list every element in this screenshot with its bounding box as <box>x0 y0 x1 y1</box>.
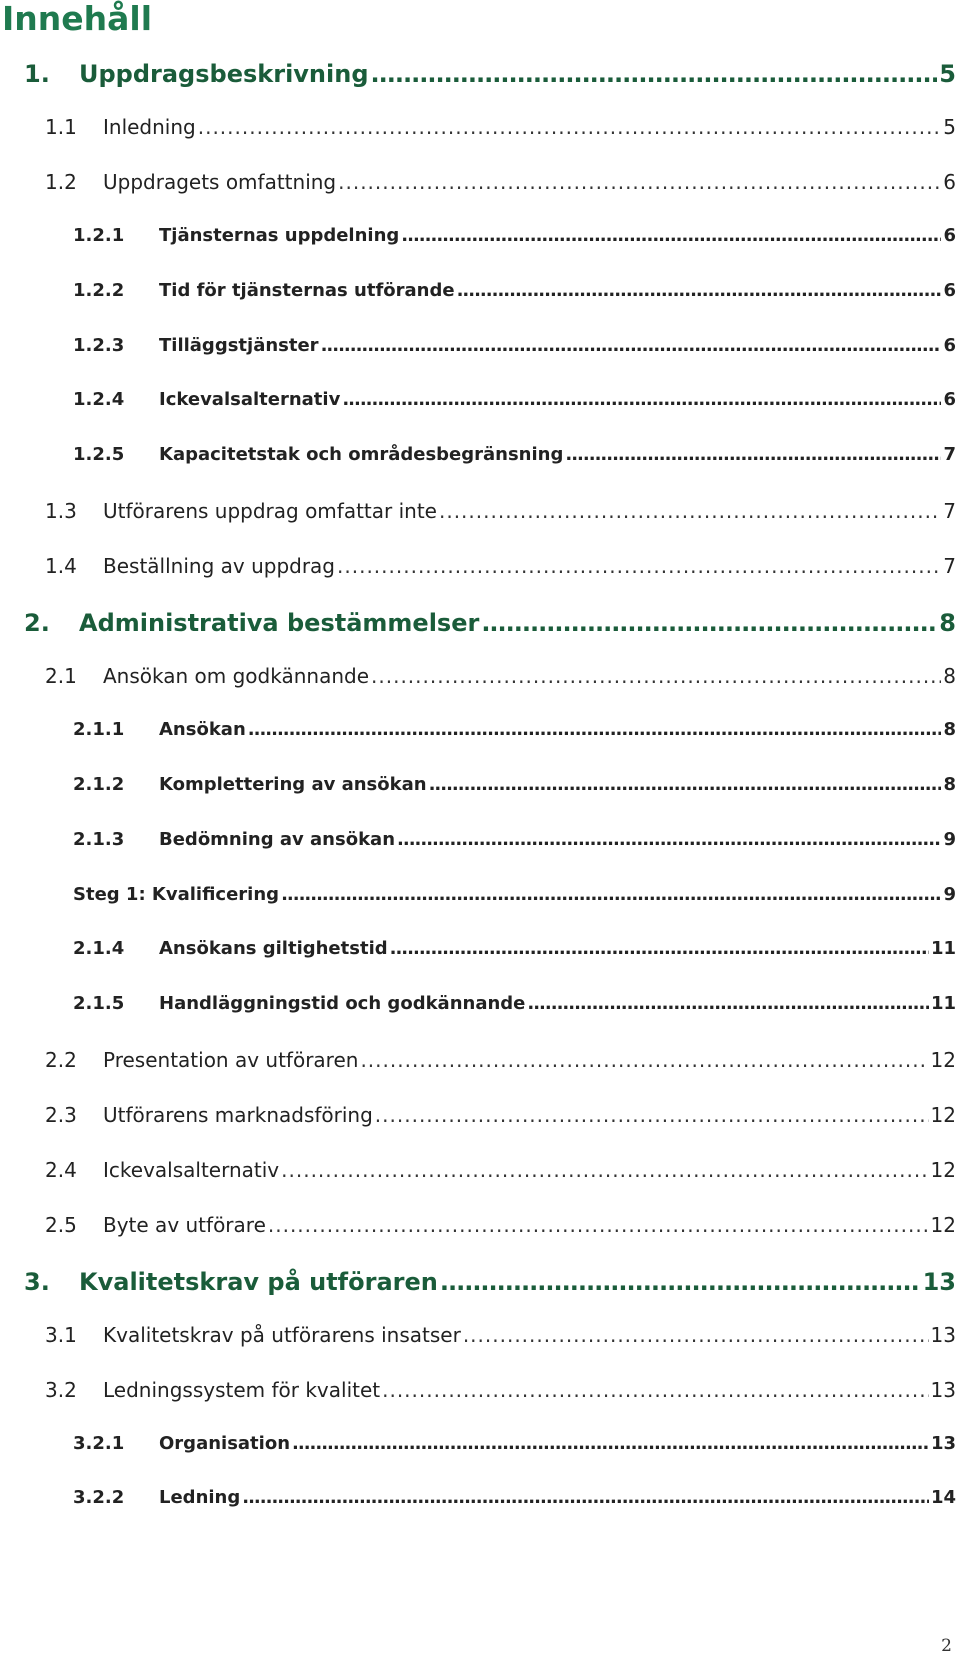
toc-entry-page: 5 <box>939 60 956 88</box>
toc-entry-page: 13 <box>922 1267 956 1296</box>
toc-entry-title: Utförarens marknadsföring <box>103 1103 373 1128</box>
toc-entry-number: 3. <box>24 1267 50 1296</box>
toc-entry[interactable] <box>73 280 956 301</box>
toc-entry-number: 1.2.4 <box>73 389 125 411</box>
toc-entry-number: 2.4 <box>45 1158 77 1182</box>
toc-entry[interactable] <box>45 1213 956 1237</box>
toc-entry-number: 1.2.1 <box>73 224 125 246</box>
toc-entry-page: 14 <box>930 1487 956 1509</box>
toc-dot-leader <box>338 170 941 194</box>
toc-entry[interactable] <box>45 1378 956 1402</box>
toc-entry[interactable] <box>73 719 956 740</box>
toc-entry-number: 2.5 <box>45 1212 77 1237</box>
toc-entry-title: Tid för tjänsternas utförande <box>159 279 455 301</box>
toc-entry-title: Bedömning av ansökan <box>159 828 396 850</box>
toc-entry-page: 6 <box>943 169 956 194</box>
toc-entry-number: 1. <box>24 60 50 88</box>
toc-entry-page: 12 <box>930 1048 956 1073</box>
toc-entry[interactable] <box>45 499 956 523</box>
toc-dot-leader <box>457 280 942 301</box>
toc-entry-title: Kvalitetskrav på utföraren <box>79 1267 438 1296</box>
toc-entry-title: Handläggningstid och godkännande <box>159 993 526 1015</box>
toc-entry-page: 8 <box>943 663 956 688</box>
toc-entry-title: Kapacitetstak och områdesbegränsning <box>159 444 564 466</box>
toc-entry[interactable] <box>24 609 956 637</box>
toc-entry-number: 3.2 <box>45 1377 77 1402</box>
toc-dot-leader <box>371 664 941 688</box>
toc-entry-title: Administrativa bestämmelser <box>79 609 480 637</box>
toc-dot-leader <box>281 884 941 905</box>
toc-entry-page: 11 <box>930 938 956 960</box>
toc-entry-page: 6 <box>943 279 956 301</box>
toc-entry-number: 2.1.2 <box>73 773 125 795</box>
toc-entry-number: 2.1.1 <box>73 718 125 740</box>
toc-dot-leader <box>565 444 941 465</box>
toc-entry-number: 1.2 <box>45 169 77 194</box>
toc-dot-leader <box>397 829 941 850</box>
toc-entry-title: Tilläggstjänster <box>159 334 319 356</box>
toc-dot-leader <box>242 1487 929 1508</box>
toc-entry[interactable] <box>45 170 956 194</box>
toc-entry[interactable] <box>45 1103 956 1127</box>
toc-dot-leader <box>375 1103 929 1127</box>
toc-entry-page: 13 <box>930 1432 956 1454</box>
toc-entry-title: Byte av utförare <box>103 1212 266 1237</box>
toc-dot-leader <box>527 993 929 1014</box>
toc-dot-leader <box>281 1158 928 1182</box>
toc-dot-leader <box>382 1378 928 1402</box>
toc-dot-leader <box>248 719 942 740</box>
toc-entry-page: 12 <box>930 1103 956 1128</box>
toc-dot-leader <box>440 1268 921 1296</box>
toc-entry-number: 1.2.3 <box>73 334 125 356</box>
toc-entry-title: Ledningssystem för kvalitet <box>103 1377 381 1402</box>
toc-entry-title: Uppdragsbeskrivning <box>79 60 369 88</box>
toc-entry[interactable] <box>73 225 956 246</box>
toc-entry-page: 6 <box>943 224 956 246</box>
toc-entry-title: Ansökans giltighetstid <box>159 938 388 960</box>
toc-entry-page: 5 <box>943 114 956 139</box>
toc-entry-title: Inledning <box>103 114 196 139</box>
toc-entry-page: 7 <box>943 554 956 579</box>
toc-entry-title: Presentation av utföraren <box>103 1048 359 1073</box>
toc-entry-title: Beställning av uppdrag <box>103 554 336 579</box>
toc-entry-page: 13 <box>930 1322 956 1347</box>
toc-entry[interactable] <box>73 884 956 905</box>
toc-dot-leader <box>268 1213 929 1237</box>
toc-entry-number: 2.1.5 <box>73 993 125 1015</box>
toc-entry[interactable] <box>73 938 956 959</box>
toc-entry-page: 6 <box>943 334 956 356</box>
toc-entry-number: 3.2.2 <box>73 1487 125 1509</box>
toc-entry-number: 3.1 <box>45 1322 77 1347</box>
toc-dot-leader <box>401 225 941 246</box>
toc-entry-page: 6 <box>943 389 956 411</box>
toc-entry-title: Ickevalsalternativ <box>103 1158 280 1182</box>
toc-entry-page: 9 <box>943 828 956 850</box>
toc-entry-page: 11 <box>930 993 956 1015</box>
toc-entry-number: 3.2.1 <box>73 1432 125 1454</box>
toc-entry[interactable] <box>24 60 956 88</box>
page-number: 2 <box>941 1636 952 1656</box>
toc-entry-number: 1.1 <box>45 114 77 139</box>
toc-entry[interactable] <box>73 774 956 795</box>
toc-entry-title: Ledning <box>159 1487 241 1509</box>
toc-entry[interactable] <box>45 664 956 688</box>
toc-dot-leader <box>390 938 929 959</box>
toc-dot-leader <box>463 1323 929 1347</box>
toc-entry-title: Komplettering av ansökan <box>159 773 427 795</box>
toc-dot-leader <box>481 609 937 637</box>
toc-dot-leader <box>429 774 942 795</box>
toc-entry[interactable] <box>45 115 956 139</box>
toc-entry-number: 1.2.5 <box>73 444 125 466</box>
toc-entry-number: 1.2.2 <box>73 279 125 301</box>
toc-entry-page: 13 <box>930 1377 956 1402</box>
toc-entry[interactable] <box>73 1487 956 1508</box>
toc-dot-leader <box>371 60 938 88</box>
toc-entry[interactable] <box>73 1433 956 1454</box>
toc-entry-number: 1.4 <box>45 554 77 579</box>
toc-dot-leader <box>337 554 941 578</box>
toc-entry-number: 2.1.4 <box>73 938 125 960</box>
toc-entry-number: 1.3 <box>45 499 77 524</box>
toc-entry-page: 8 <box>939 609 956 637</box>
toc-dot-leader <box>342 389 941 410</box>
toc-dot-leader <box>321 335 942 356</box>
toc-entry-number: 2.1.3 <box>73 828 125 850</box>
toc-entry-number: 2. <box>24 609 50 637</box>
toc-entry-title: Utförarens uppdrag omfattar inte <box>103 499 437 524</box>
toc-entry-page: 12 <box>930 1158 956 1182</box>
toc-entry[interactable] <box>73 993 956 1014</box>
toc-entry[interactable] <box>45 1048 956 1072</box>
page-title: Innehåll <box>2 0 153 38</box>
toc-entry[interactable] <box>73 444 956 465</box>
toc-entry-title: Ansökan <box>159 718 246 740</box>
toc-entry-number: 2.2 <box>45 1048 77 1073</box>
toc-dot-leader <box>439 499 941 523</box>
toc-dot-leader <box>198 115 942 139</box>
toc-entry[interactable] <box>45 554 956 578</box>
toc-entry-page: 9 <box>943 883 956 905</box>
toc-entry-title: Kvalitetskrav på utförarens insatser <box>103 1322 461 1347</box>
toc-entry[interactable] <box>45 1323 956 1347</box>
toc-entry-number: 2.1 <box>45 663 77 688</box>
toc-dot-leader <box>360 1048 928 1072</box>
toc-entry-number: 2.3 <box>45 1103 77 1128</box>
toc-entry-title: Uppdragets omfattning <box>103 169 337 194</box>
toc-entry-page: 8 <box>943 718 956 740</box>
toc-dot-leader <box>292 1433 929 1454</box>
toc-entry-title: Steg 1: Kvalificering <box>73 883 280 905</box>
toc-entry[interactable] <box>24 1268 956 1296</box>
toc-entry-page: 7 <box>943 499 956 524</box>
toc-entry-title: Organisation <box>159 1432 291 1454</box>
toc-entry[interactable] <box>73 829 956 850</box>
toc-entry[interactable] <box>45 1158 956 1182</box>
toc-entry[interactable] <box>73 335 956 356</box>
toc-entry[interactable] <box>73 389 956 410</box>
toc-entry-title: Tjänsternas uppdelning <box>159 224 400 246</box>
toc-entry-page: 12 <box>930 1212 956 1237</box>
toc-entry-title: Ickevalsalternativ <box>159 389 341 411</box>
toc-entry-page: 7 <box>943 444 956 466</box>
toc-entry-page: 8 <box>943 773 956 795</box>
toc-entry-title: Ansökan om godkännande <box>103 663 370 688</box>
